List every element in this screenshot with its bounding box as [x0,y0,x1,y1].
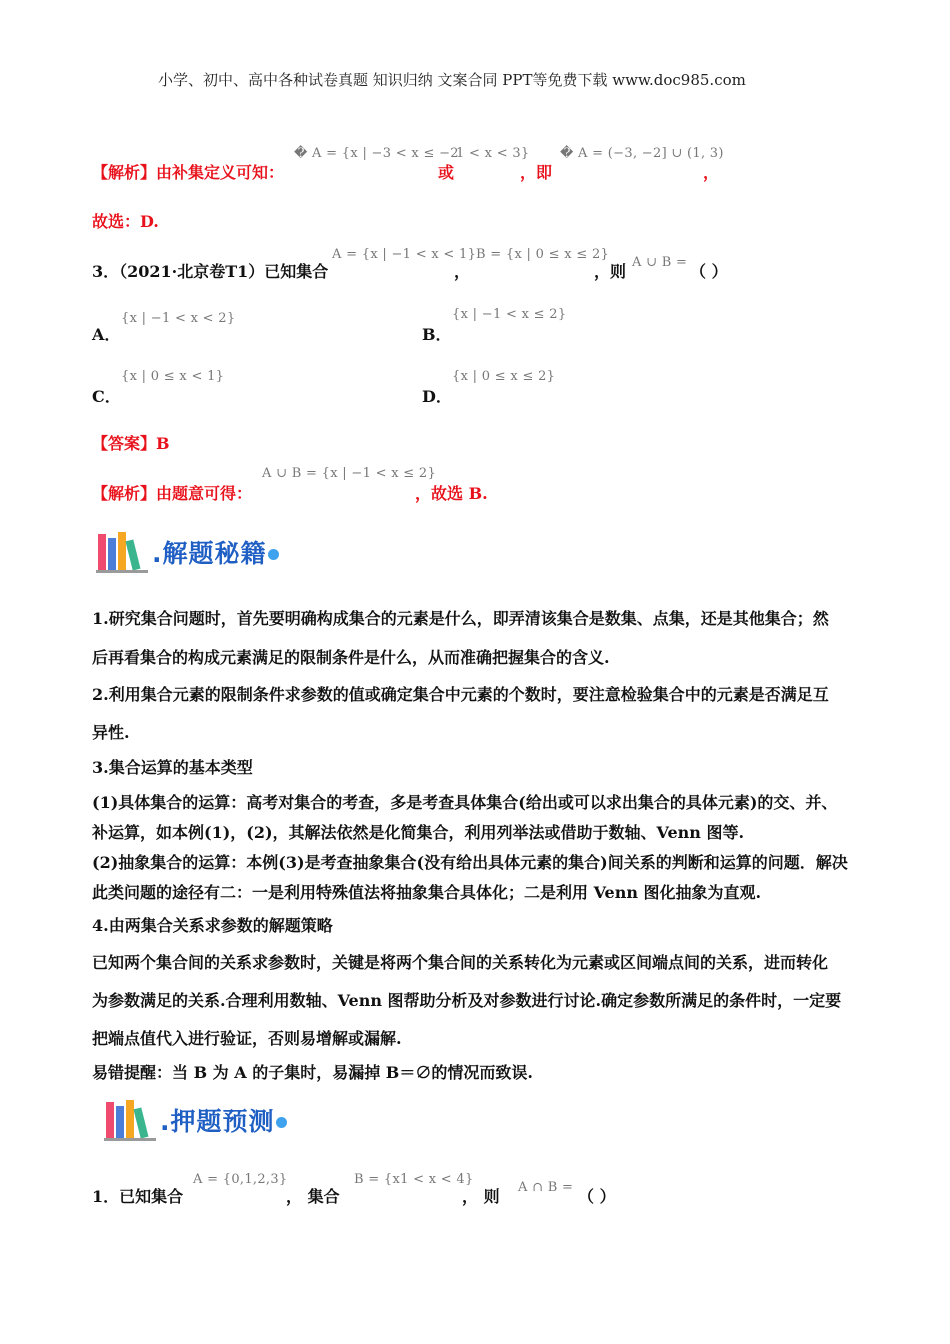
new-q1-set-b: B = {x1 < x < 4} [354,1172,474,1187]
q3-option-b-label: B． [422,325,452,344]
tip-4-line-1: 已知两个集合间的关系求参数时，关键是将两个集合间的关系转化为元素或区间端点间的关系，进而转化 [92,953,829,972]
new-q1-then: ， 则 [462,1187,500,1206]
page-header: 小学、初中、高中各种试卷真题 知识归纳 文案合同 PPT等免费下载 www.doc985.com [158,71,746,89]
q3-option-a-label: A． [92,325,121,344]
tip-1-line-2: 后再看集合的构成元素满足的限制条件是什么，从而准确把握集合的含义. [92,648,610,667]
q2-math-2: 1 < x < 3} [456,146,530,161]
new-q1-set-a: A = {0,1,2,3} [193,1172,288,1187]
q3-stem: 3．（2021·北京卷T1）已知集合 [92,262,329,281]
q2-math-1: � A = {x | −3 < x ≤ −2 [294,146,459,161]
q2-connector: ，即 [520,163,553,182]
tip-3-1-line-1: (1)具体集合的运算：高考对集合的考查，多是考查具体集合(给出或可以求出集合的具体元素)的交、并、 [92,793,838,812]
section-dot [276,1117,287,1128]
q2-comma: ， [703,163,720,182]
q2-or: 或 [438,163,455,182]
q3-option-a-math: {x | −1 < x < 2} [121,311,236,326]
q3-set-b: B = {x | 0 ≤ x ≤ 2} [476,247,610,262]
q3-option-d-math: {x | 0 ≤ x ≤ 2} [452,369,556,384]
tip-warning: 易错提醒：当 B 为 A 的子集时，易漏掉 B＝∅的情况而致误. [92,1063,533,1082]
tip-3-heading: 3.集合运算的基本类型 [92,758,253,777]
q3-option-d-label: D． [422,387,452,406]
tip-4-heading: 4.由两集合关系求参数的解题策略 [92,916,333,935]
tip-2-line-1: 2.利用集合元素的限制条件求参数的值或确定集合中元素的个数时，要注意检验集合中的元素是否满足互 [92,685,829,704]
new-q1-separator: ， 集合 [286,1187,340,1206]
q3-expression: A ∪ B = [632,255,688,270]
section-banner-predict [104,1098,304,1142]
tip-2-line-2: 异性. [92,723,130,742]
new-q1-answer-paren: （ ） [578,1187,616,1206]
q3-then: ，则 [594,262,627,281]
q2-choose: 故选：D. [92,212,159,231]
tip-3-2-line-1: (2)抽象集合的运算：本例(3)是考查抽象集合(没有给出具体元素的集合)间关系的判断和运算的问题．解决 [92,853,848,872]
q3-analysis-end: ，故选 B. [415,484,488,503]
new-q1-stem: 1．已知集合 [92,1187,184,1206]
section-banner-tips [96,530,296,574]
books-icon [104,1098,164,1142]
new-q1-expression: A ∩ B = [518,1180,574,1195]
q3-separator: ， [454,262,471,281]
books-icon [96,530,156,574]
q2-math-3: � A = (−3, −2] ∪ (1, 3) [560,146,724,161]
tip-3-1-line-2: 补运算，如本例(1)，(2)，其解法依然是化简集合，利用列举法或借助于数轴、Venn 图等. [92,823,745,842]
section-dot [268,549,279,560]
q3-option-c-label: C． [92,387,121,406]
tip-4-line-2: 为参数满足的关系.合理利用数轴、Venn 图帮助分析及对参数进行讨论.确定参数所满足的条件时，一定要 [92,991,842,1010]
q3-answer: 【答案】B [92,434,170,453]
q3-option-c-math: {x | 0 ≤ x < 1} [121,369,225,384]
q2-analysis-label: 【解析】由补集定义可知： [92,163,285,182]
section-title-tips: .解题秘籍 [152,539,267,568]
tip-3-2-line-2: 此类问题的途径有二：一是利用特殊值法将抽象集合具体化；二是利用 Venn 图化抽象为直观. [92,883,762,902]
q3-analysis-math: A ∪ B = {x | −1 < x ≤ 2} [262,466,437,481]
q3-set-a: A = {x | −1 < x < 1} [332,247,477,262]
tip-4-line-3: 把端点值代入进行验证，否则易增解或漏解. [92,1029,402,1048]
section-title-predict: .押题预测 [160,1107,275,1136]
q3-analysis-label: 【解析】由题意可得： [92,484,253,503]
q3-option-b-math: {x | −1 < x ≤ 2} [452,307,567,322]
q3-answer-paren: （ ） [690,262,728,281]
tip-1-line-1: 1.研究集合问题时，首先要明确构成集合的元素是什么，即弄清该集合是数集、点集，还是其他集合；然 [92,609,829,628]
